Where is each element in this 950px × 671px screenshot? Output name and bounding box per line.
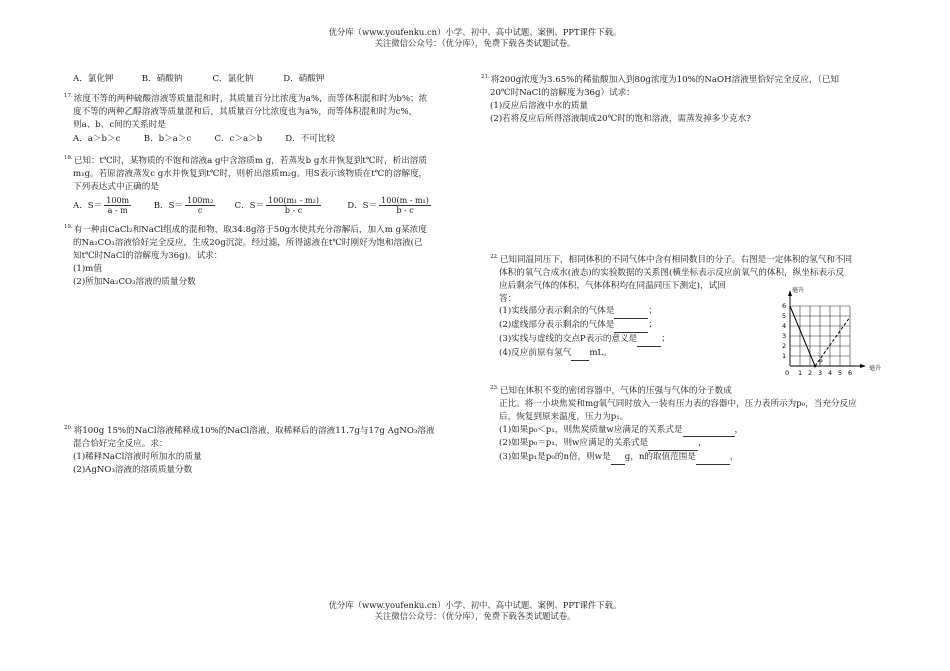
question-23 [490,384,920,465]
q22-answer-blank-1[interactable] [614,305,648,319]
question-19 [64,223,474,288]
q18-option-c-denominator: b - c [284,206,303,216]
graph-x-tick-0: 0 [785,369,790,377]
q17-line-2: 度不等的两种乙醇溶液等质量混和后，其质量百分比浓度也为a%，而等体积混和时为c%， [73,106,418,117]
q22-answer-blank-4[interactable] [571,347,589,361]
q21-number: 21. [481,74,490,80]
graph-x-tick-1: 1 [798,369,803,377]
graph-x-ticks [785,369,852,377]
q17-line-3: 则a、b、c间的关系时是 [73,119,166,130]
q18-option-b-label: B．S＝ [153,201,184,212]
q19-line-1: 有一种由CaCl₂和NaCl组成的混和物，取34.8g溶于50g水使其充分溶解后，加入m g某浓度 [73,225,427,236]
q23-number: 23. [490,385,499,391]
q18-option-a-numerator: 100m [106,195,130,205]
footer-line-2: 关注微信公众号：（优分库），免费下载各类试题试卷。 [374,611,576,622]
q18-option-b-denominator: c [197,206,203,216]
q22-sub-3-text: (3)实线与虚线的交点P表示的意义是 [499,334,638,345]
left-column [64,73,474,289]
q20-line-2: 混合恰好完全反应。求： [73,438,168,449]
graph-y-tick-1: 1 [782,352,787,360]
q21-sub-2: (2)若将反应后所得溶液制成20℃时的饱和溶液，需蒸发掉多少克水? [490,113,751,124]
q17-choice-b: B．b＞a＞c [143,134,192,145]
q23-sub-3 [490,451,920,465]
q20-number: 20. [64,425,73,431]
q17-number: 17. [64,92,73,99]
q16-choice-d: D．硝酸钾 [283,74,325,84]
q19-number: 19. [64,224,73,231]
graph-point-p [814,365,817,368]
q18-option-b-numerator: 100m₂ [187,195,214,205]
q18-option-d-numerator: 100(m - m₁) [381,195,429,205]
q22-sub-4-tail: mL。 [589,348,612,359]
q18-option-d [347,196,433,215]
q18-line-2: m₁g。若原溶液蒸发c g水并恢复到t℃时，则析出溶质m₂g。用S表示该物质在t℃的溶解度， [73,169,428,180]
q17-choice-d: D．不可比较 [285,134,336,145]
q22-line-2: 体积的氧气合成水(液态)的实验数据的关系图(横坐标表示反应前氧气的体积，纵坐标表示反 [499,267,845,278]
footer-line-1: 优分库（www.youfenku.cn）小学、初中、高中试题、案例、PPT课件下载。 [328,600,622,610]
q21-line-1: 将200g浓度为3.65%的稀盐酸加入到80g浓度为10%的NaOH溶液里恰好完全反应，（已知 [490,74,840,85]
q19-sub-2: (2)所加Na₂CO₃溶液的质量分数 [73,276,196,287]
graph-y-tick-2: 2 [782,342,787,350]
q18-option-a-denominator: a - m [107,206,128,216]
question-21 [481,73,901,125]
graph-y-tick-5: 5 [782,312,787,320]
q19-sub-1: (1)m值 [73,263,102,274]
q22-answer-blank-2[interactable] [614,319,648,333]
q21-sub-1: (1)反应后溶液中水的质量 [490,100,589,111]
q22-answer-blank-3[interactable] [637,333,661,347]
q23-sub-2-tail: ， [698,438,707,449]
q22-sub-3-tail: ； [661,334,670,345]
q23-line-3: 后，恢复到原来温度，压力为p₁。 [499,411,629,422]
question-17 [64,92,474,146]
graph-x-tick-6: 6 [848,369,853,377]
q19-line-3: 知t℃时NaCl的溶解度为36g)。试求： [73,250,223,261]
graph-y-ticks [782,302,786,360]
q23-sub-1-text: (1)如果p₀＜p₁，则焦炭质量w应满足的关系式是 [499,424,683,435]
q17-choice-a: A．a＞b＞c [73,134,121,145]
q23-sub-2 [490,437,920,451]
header-line-1: 优分库（www.youfenku.cn）小学、初中、高中试题、案例、PPT课件下载。 [328,27,622,37]
q17-choices [64,133,474,146]
q16-choices [64,73,474,86]
q18-line-1: 已知：t℃时，某物质的不饱和溶液a g中含溶质m g，若蒸发b g水并恢复到t℃时，析出溶质 [73,156,427,167]
q18-number: 18. [64,155,73,162]
q21-line-2: 20℃时NaCl的溶解度为36g）试求： [490,87,635,98]
graph-x-tick-5: 5 [838,369,843,377]
header-line-2: 关注微信公众号：（优分库），免费下载各类试题试卷。 [374,38,576,49]
q18-option-a [73,196,151,215]
q23-sub-3-tail: ， [729,452,739,463]
q22-line-3: 应后剩余气体的体积，气体体积均在同温同压下测定)，试回 [499,280,726,291]
q18-option-b [154,196,232,215]
q23-sub-3-mid: g，n的取值范围是 [624,452,696,463]
q22-sub-2-tail: ； [648,320,657,331]
graph-y-tick-3: 3 [782,332,787,340]
q22-sub-4-text: (4)反应前原有氢气 [499,348,572,359]
q18-option-d-denominator: b - c [396,206,414,216]
q23-line-1: 已知在体积不变的密闭容器中，气体的压强与气体的分子数成 [499,385,732,396]
q23-sub-3-text: (3)如果p₁是p₀的n倍，则w是 [499,452,611,463]
q23-answer-blank-4[interactable] [696,451,730,465]
q23-sub-2-text: (2)如果p₀＝p₁，则w应满足的关系式是 [499,438,649,449]
q22-line-1: 已知同温同压下，相同体积的不同气体中含有相同数目的分子。右图是一定体积的氢气和不同 [499,254,853,265]
q22-number: 22. [490,254,499,260]
graph-y-axis-label: 毫升 [792,287,805,294]
q23-sub-1-tail: ， [734,424,744,435]
q22-sub-1-text: (1)实线部分表示剩余的气体是 [499,306,615,317]
q23-answer-blank-1[interactable] [683,424,735,438]
graph-grid [790,306,850,366]
q19-line-2: 的Na₂CO₃溶液恰好完全反应，生成20g沉淀。经过滤，所得滤液在t℃时刚好为饱和溶液(已 [73,237,423,248]
graph-x-tick-3: 3 [818,369,823,377]
q22-sub-1-tail: ； [648,306,657,317]
q18-line-3: 下列表达式中正确的是 [73,181,159,192]
page-footer [0,600,950,623]
q16-choice-c: C．氯化钠 [212,74,254,84]
q22-sub-2-text: (2)虚线部分表示剩余的气体是 [499,320,615,331]
question-18 [64,154,474,215]
q23-answer-blank-2[interactable] [648,437,698,451]
graph-p-label: P [819,359,823,366]
q16-choice-a: A．氯化钾 [73,74,114,84]
graph-y-tick-6: 6 [782,302,787,310]
graph-x-tick-2: 2 [808,369,813,377]
q23-sub-1 [490,424,920,438]
q18-option-c-numerator: 100(m₁ - m₂) [268,195,320,205]
q18-option-c [234,196,344,215]
q18-options [64,196,474,215]
page-header [0,27,950,50]
q16-choice-b: B．硝酸钠 [141,74,183,84]
q20-sub-2: (2)AgNO₃溶液的溶质质量分数 [73,464,193,475]
q17-choice-c: C．c＞a＞b [214,134,263,145]
q18-option-d-label: D．S＝ [347,201,378,212]
q23-line-2: 正比。将一小块焦炭和mg氧气同时放入一装有压力表的容器中，压力表所示为p₀，当充分反应 [499,398,857,409]
q18-option-a-label: A．S＝ [73,201,103,212]
q22-line-4: 答： [499,293,517,304]
graph-x-axis-label: 毫升 [869,365,882,372]
q20-sub-1: (1)稀释NaCl溶液时所加水的质量 [73,451,202,462]
graph-x-tick-4: 4 [828,369,833,377]
q20-line-1: 将100g 15%的NaCl溶液稀释成10%的NaCl溶液，取稀释后的溶液11.7g与17g AgNO₃溶液 [73,425,435,436]
q17-line-1: 浓度不等的两种硫酸溶液等质量混和时，其质量百分比浓度为a%，而等体积混和时为b%；浓 [73,93,428,104]
question-20 [64,424,474,476]
q18-option-c-label: C．S＝ [234,201,265,212]
q22-volume-graph [770,280,900,392]
graph-y-tick-4: 4 [782,322,787,330]
q23-answer-blank-3[interactable] [611,451,625,465]
